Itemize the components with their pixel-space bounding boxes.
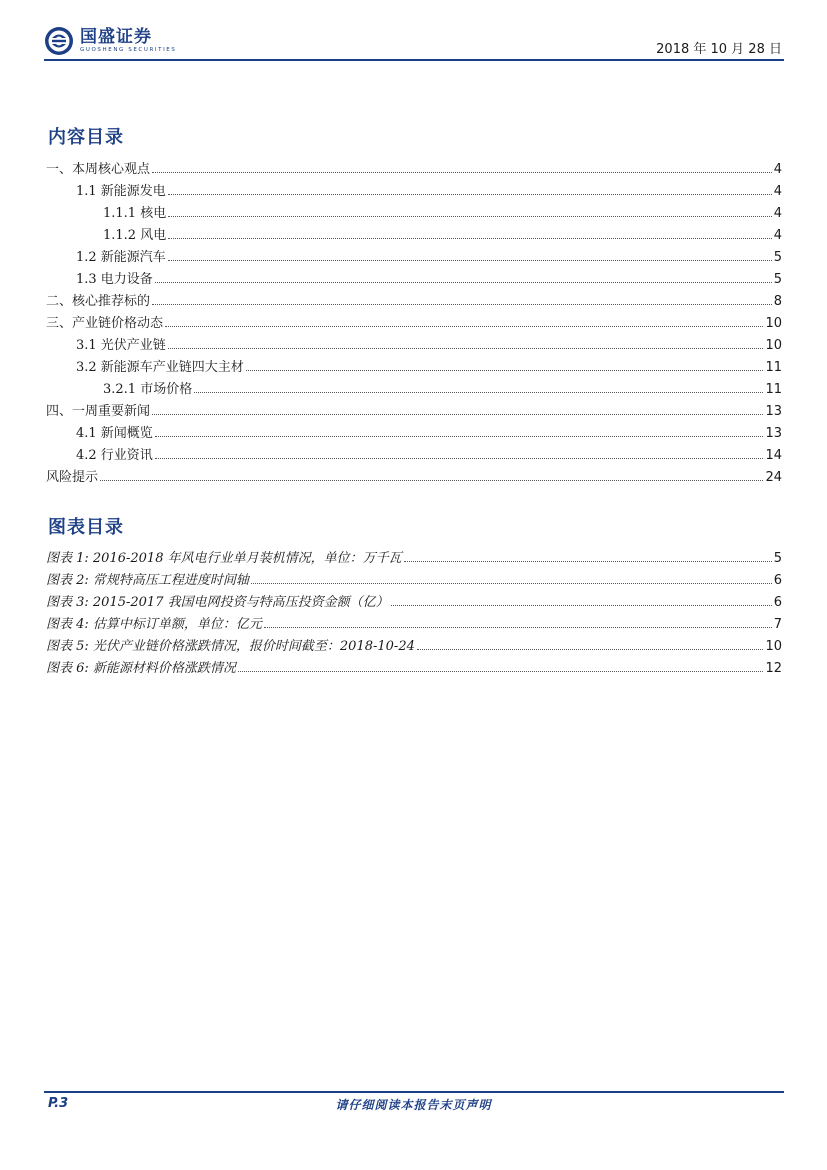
toc-entry-page: 10 — [765, 338, 782, 353]
dot-leader — [238, 670, 764, 672]
toc-entry[interactable] — [46, 400, 782, 422]
toc-entry[interactable] — [46, 202, 782, 224]
toc-entry-label: 4.2 行业资讯 — [76, 448, 153, 463]
toc-entry[interactable] — [46, 312, 782, 334]
toc-entry[interactable] — [46, 378, 782, 400]
dot-leader — [417, 648, 764, 650]
footer-disclaimer: 请仔细阅读本报告末页声明 — [335, 1098, 492, 1112]
toc-entry-page: 8 — [773, 294, 782, 309]
footer-divider — [44, 1091, 784, 1093]
figure-entry[interactable] — [46, 613, 782, 635]
toc-entry[interactable] — [46, 224, 782, 246]
toc-entry[interactable] — [46, 180, 782, 202]
toc-entry-label: 4.1 新闻概览 — [76, 426, 153, 441]
toc-entry-label: 3.1 光伏产业链 — [76, 338, 166, 353]
toc-entry-page: 4 — [773, 206, 782, 221]
toc-entry-page: 13 — [765, 426, 782, 441]
toc-entry-label: 二、核心推荐标的 — [46, 294, 151, 309]
toc-entry-page: 13 — [765, 404, 782, 419]
report-date: 2018 年 10 月 28 日 — [656, 42, 782, 57]
figures-title: 图表目录 — [48, 517, 124, 538]
figure-entry-page: 5 — [773, 551, 782, 566]
figure-entry-page: 7 — [773, 617, 782, 632]
footer-page-number: P.3 — [48, 1096, 69, 1111]
toc-entry-label: 一、本周核心观点 — [46, 162, 151, 177]
toc-entry-page: 14 — [765, 448, 782, 463]
figure-list — [46, 547, 782, 679]
dot-leader — [251, 582, 772, 584]
toc-entry-label: 1.3 电力设备 — [76, 272, 153, 287]
dot-leader — [168, 193, 772, 195]
toc-entry-page: 11 — [765, 382, 782, 397]
figure-entry-page: 6 — [773, 595, 782, 610]
toc-entry-page: 4 — [773, 162, 782, 177]
dot-leader — [168, 215, 772, 217]
figure-entry-page: 6 — [773, 573, 782, 588]
toc-entry-label: 三、产业链价格动态 — [46, 316, 164, 331]
figure-entry-label: 图表 5: 光伏产业链价格涨跌情况，报价时间截至：2018-10-24 — [46, 639, 415, 654]
dot-leader — [246, 369, 764, 371]
toc-entry-label: 四、一周重要新闻 — [46, 404, 151, 419]
dot-leader — [168, 347, 764, 349]
figure-entry-page: 10 — [765, 639, 782, 654]
dot-leader — [152, 303, 772, 305]
figure-entry-label: 图表 6: 新能源材料价格涨跌情况 — [46, 661, 236, 676]
dot-leader — [155, 457, 764, 459]
header-divider — [44, 59, 784, 61]
toc-entry-label: 1.2 新能源汽车 — [76, 250, 166, 265]
dot-leader — [155, 281, 772, 283]
dot-leader — [168, 259, 772, 261]
toc-entry-page: 4 — [773, 184, 782, 199]
toc-entry-page: 5 — [773, 272, 782, 287]
dot-leader — [194, 391, 763, 393]
toc-entry[interactable] — [46, 334, 782, 356]
dot-leader — [404, 560, 772, 562]
toc-entry[interactable] — [46, 246, 782, 268]
toc-entry-label: 3.2.1 市场价格 — [103, 382, 193, 397]
dot-leader — [100, 479, 763, 481]
figure-entry-label: 图表 3: 2015-2017 我国电网投资与特高压投资金额（亿） — [46, 595, 389, 610]
figure-entry[interactable] — [46, 635, 782, 657]
dot-leader — [391, 604, 772, 606]
figure-entry[interactable] — [46, 569, 782, 591]
figure-entry-label: 图表 4: 估算中标订单额，单位：亿元 — [46, 617, 262, 632]
toc-entry[interactable] — [46, 268, 782, 290]
figure-entry-label: 图表 2: 常规特高压工程进度时间轴 — [46, 573, 249, 588]
company-logo — [44, 26, 176, 56]
toc-entry[interactable] — [46, 466, 782, 488]
figure-entry-label: 图表 1: 2016-2018 年风电行业单月装机情况，单位：万千瓦 — [46, 551, 402, 566]
toc-entry-page: 24 — [765, 470, 782, 485]
toc-entry-page: 11 — [765, 360, 782, 375]
toc-entry-label: 风险提示 — [46, 470, 99, 485]
toc-title: 内容目录 — [48, 127, 124, 148]
toc-entry[interactable] — [46, 290, 782, 312]
dot-leader — [165, 325, 763, 327]
dot-leader — [264, 626, 772, 628]
table-of-contents — [46, 158, 782, 488]
figure-entry-page: 12 — [765, 661, 782, 676]
dot-leader — [152, 171, 772, 173]
dot-leader — [168, 237, 772, 239]
figure-entry[interactable] — [46, 591, 782, 613]
toc-entry[interactable] — [46, 444, 782, 466]
guosheng-logo-icon — [44, 26, 74, 56]
dot-leader — [155, 435, 764, 437]
toc-entry-label: 1.1.2 风电 — [103, 228, 167, 243]
toc-entry-page: 10 — [765, 316, 782, 331]
toc-entry-page: 5 — [773, 250, 782, 265]
toc-entry[interactable] — [46, 158, 782, 180]
figure-entry[interactable] — [46, 657, 782, 679]
toc-entry[interactable] — [46, 356, 782, 378]
toc-entry-page: 4 — [773, 228, 782, 243]
toc-entry[interactable] — [46, 422, 782, 444]
page-header — [44, 24, 784, 64]
logo-english-name: GUOSHENG SECURITIES — [80, 47, 177, 53]
toc-entry-label: 1.1.1 核电 — [103, 206, 167, 221]
logo-chinese-name: 国盛证券 — [80, 27, 152, 47]
dot-leader — [152, 413, 763, 415]
figure-entry[interactable] — [46, 547, 782, 569]
toc-entry-label: 3.2 新能源车产业链四大主材 — [76, 360, 244, 375]
toc-entry-label: 1.1 新能源发电 — [76, 184, 166, 199]
